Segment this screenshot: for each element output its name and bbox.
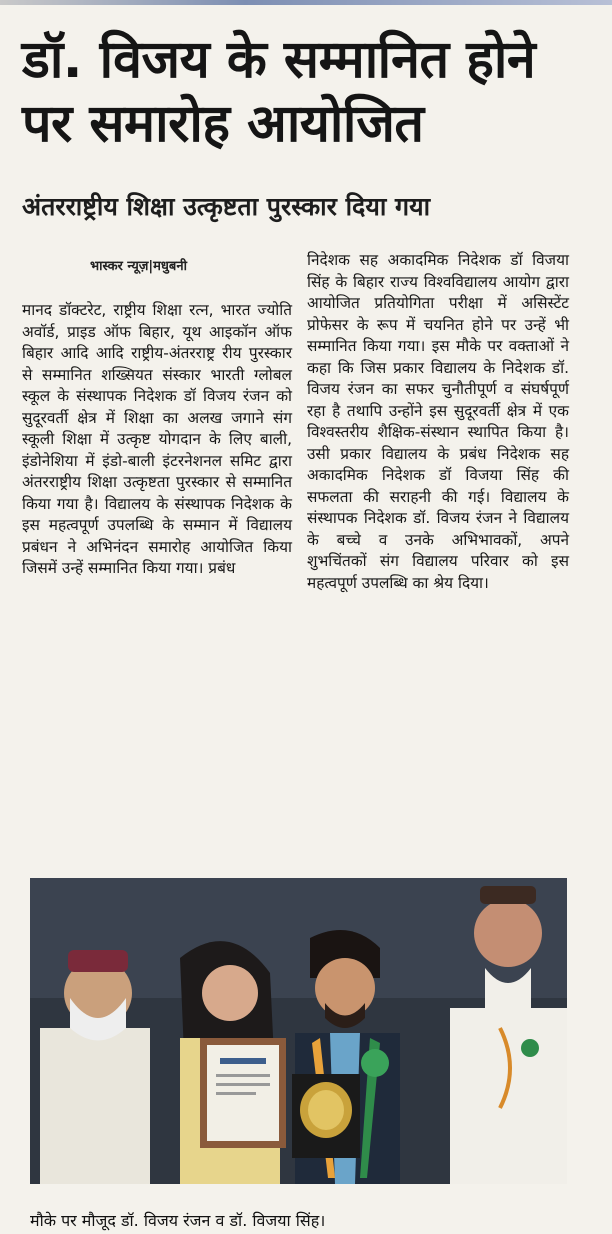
subheadline: अंतरराष्ट्रीय शिक्षा उत्कृष्टता पुरस्कार दिया गया bbox=[22, 192, 431, 221]
article-column-right: निदेशक सह अकादमिक निदेशक डॉ विजया सिंह के बिहार राज्य विश्वविद्यालय आयोग द्वारा आयोजित प्रतियोगिता परीक्षा में असिस्टेंट प्रोफेसर के रूप में चयनित होने पर उन्हें भी सम्मानित किया गया। इस मौके पर वक्ताओं ने कहा कि जिस प्रकार विद्यालय के निदेशक डॉ. विजय रंजन का सफर चुनौतीपूर्ण व संघर्षपूर्ण रहा है तथापि उन्होंने इस सुदूरवर्ती क्षेत्र में एक विश्वस्तरीय शैक्षिक-संस्थान स्थापित किया है। उसी प्रकार विद्यालय के प्रबंध निदेशक सह अकादमिक निदेशक डॉ विजया सिंह की सफलता की सराहनी की गई। विद्यालय के संस्थापक निदेशक डॉ. विजय रंजन ने विद्यालय के बच्चे व उनके अभिभावकों, अपने शुभचिंतकों संग विद्यालय परिवार को इस महत्वपूर्ण उपलब्धि का श्रेय दिया। bbox=[307, 251, 569, 592]
byline: भास्कर न्यूज़|मधुबनी bbox=[90, 259, 187, 274]
top-rule bbox=[0, 0, 612, 5]
event-photo bbox=[30, 878, 567, 1184]
photo-caption: मौके पर मौजूद डॉ. विजय रंजन व डॉ. विजया सिंह। bbox=[30, 1211, 326, 1230]
certificate-frame bbox=[200, 1038, 286, 1148]
headline: डॉ. विजय के सम्मानित होने पर समारोह आयोजित bbox=[22, 30, 536, 154]
event-photo-illustration bbox=[30, 878, 567, 1184]
article-column-left: मानद डॉक्टरेट, राष्ट्रीय शिक्षा रत्न, भारत ज्योति अवॉर्ड, प्राइड ऑफ बिहार, यूथ आइकॉन ऑफ बिहार आदि आदि राष्ट्रीय-अंतरराष्ट्र रीय पुरस्कार से सम्मानित शख्सियत संस्कार भारती ग्लोबल स्कूल के संस्थापक निदेशक डॉ विजय रंजन को सुदूरवर्ती क्षेत्र में शिक्षा का अलख जगाने संग स्कूली शिक्षा में उत्कृष्ट योगदान के लिए बाली, इंडोनेशिया में इंडो-बाली इंटरनेशनल समिट द्वारा अंतरराष्ट्रीय शिक्षा उत्कृष्टता पुरस्कार से सम्मानित किया गया है। विद्यालय के संस्थापक निदेशक के इस महत्वपूर्ण उपलब्धि के सम्मान में विद्यालय प्रबंधन ने अभिनंदन समारोह आयोजित किया जिसमें उन्हें सम्मानित किया गया। प्रबंध bbox=[22, 301, 292, 577]
award-plaque bbox=[292, 1074, 360, 1158]
